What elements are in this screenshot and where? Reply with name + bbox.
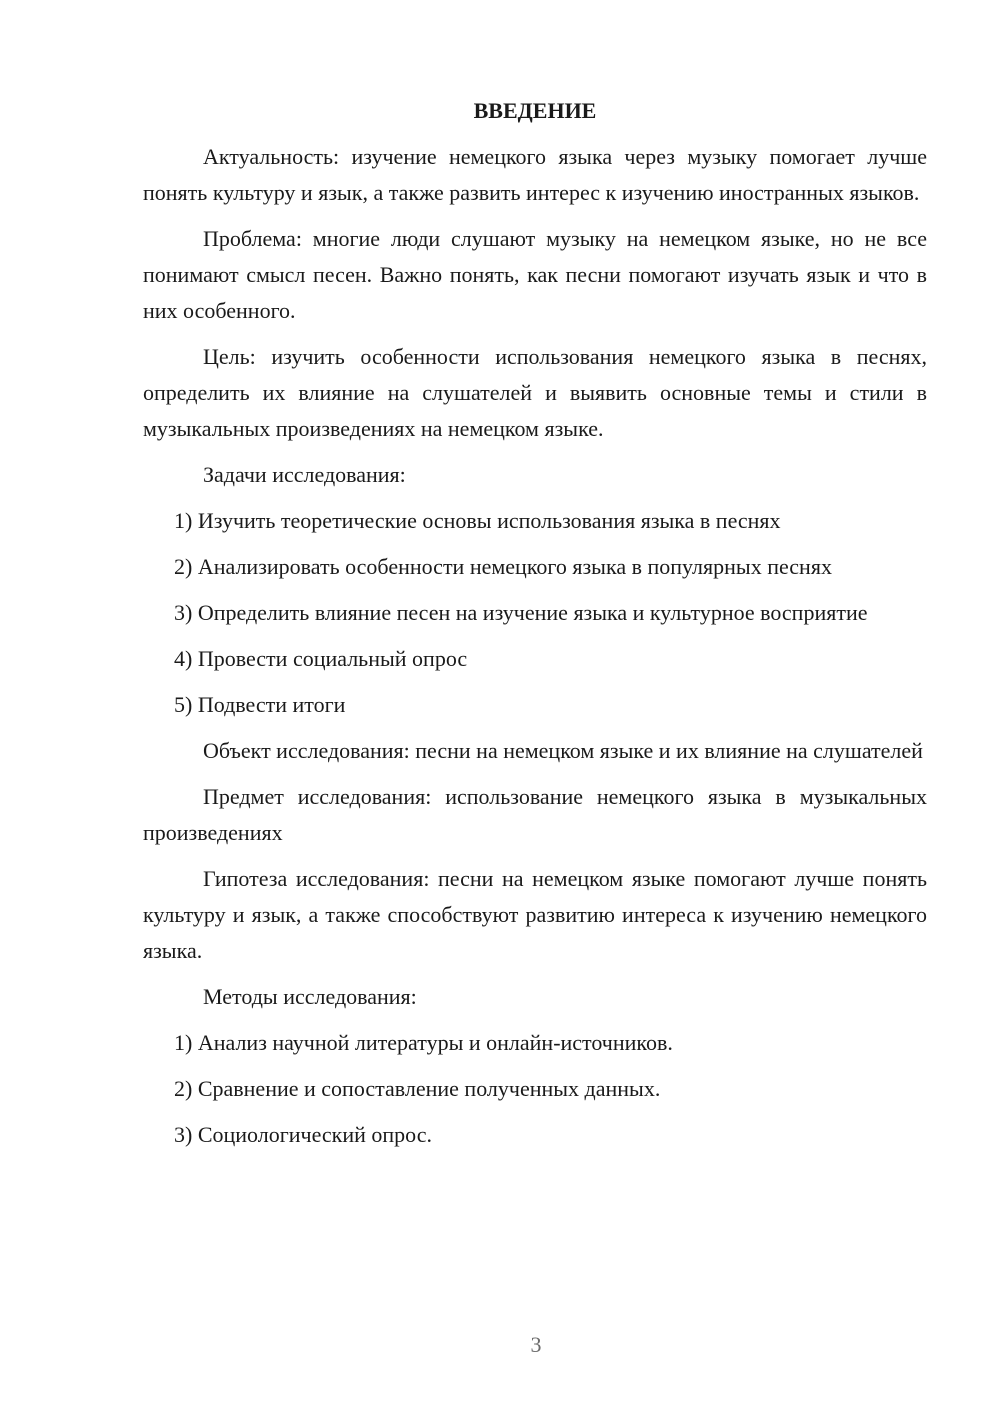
task-item: 5) Подвести итоги [174,692,346,717]
relevance-paragraph: Актуальность: изучение немецкого языка через музыку помогает лучше понять культуру и язык, а также развить интерес к изучению иностранных языков. [143,144,927,205]
method-item: 2) Сравнение и сопоставление полученных данных. [174,1076,661,1101]
page-content [143,93,927,1163]
task-item: 1) Изучить теоретические основы использования языка в песнях [174,508,781,533]
page-number: 3 [530,1332,542,1357]
object-paragraph: Объект исследования: песни на немецком языке и их влияние на слушателей [203,738,923,763]
method-item: 1) Анализ научной литературы и онлайн-источников. [174,1030,673,1055]
methods-title: Методы исследования: [203,984,417,1009]
subject-paragraph: Предмет исследования: использование немецкого языка в музыкальных произведениях [143,784,927,845]
section-heading: ВВЕДЕНИЕ [473,98,597,123]
task-item: 4) Провести социальный опрос [174,646,468,671]
task-item: 3) Определить влияние песен на изучение языка и культурное восприятие [174,600,868,625]
hypothesis-paragraph: Гипотеза исследования: песни на немецком языке помогают лучше понять культуру и язык, а также способствуют развитию интереса к изучению немецкого языка. [143,866,927,963]
tasks-title: Задачи исследования: [203,462,406,487]
goal-paragraph: Цель: изучить особенности использования немецкого языка в песнях, определить их влияние на слушателей и выявить основные темы и стили в музыкальных произведениях на немецком языке. [143,344,927,441]
problem-paragraph: Проблема: многие люди слушают музыку на немецком языке, но не все понимают смысл песен. Важно понять, как песни помогают изучать язык и что в них особенного. [143,226,927,323]
method-item: 3) Социологический опрос. [174,1122,432,1147]
task-item: 2) Анализировать особенности немецкого языка в популярных песнях [174,554,832,579]
